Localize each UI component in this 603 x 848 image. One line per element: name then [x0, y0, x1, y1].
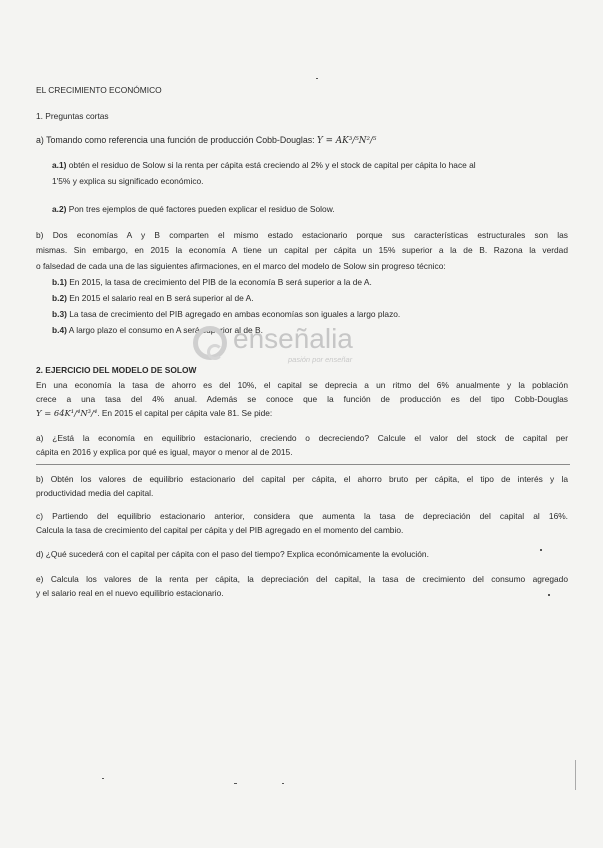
question-a1-line2: 1'5% y explica su significado económico. [52, 176, 204, 186]
exercise-intro-line1: En una economía la tasa de ahorro es del 10%, el capital se deprecia a un ritmo del 6% anualmente y la población [36, 380, 568, 390]
cobb-douglas-formula-solow: Y = 64K¹/⁴N³/⁴ [36, 408, 98, 418]
question-b1 [52, 277, 372, 287]
question-b3 [52, 309, 400, 319]
scan-speck [102, 778, 104, 779]
ensenalia-logo-icon [193, 326, 227, 360]
section1-heading: 1. Preguntas cortas [36, 111, 109, 121]
ensenalia-watermark [193, 322, 373, 372]
watermark-brand: enseñalia [233, 323, 353, 354]
exercise-intro-line3-text: . En 2015 el capital per cápita vale 81. Se pide: [97, 408, 273, 418]
question-b-line1: b) Dos economías A y B comparten el mismo estado estacionario porque sus características estructurales son las [36, 230, 568, 240]
exercise-question-a-line2: cápita en 2016 y explica por qué es igual, mayor o menor al de 2015. [36, 447, 293, 457]
question-b1-text: En 2015, la tasa de crecimiento del PIB de la economía B será superior a la de A. [69, 277, 372, 287]
cobb-douglas-formula-a: Y = AK³/⁵N²/⁵ [317, 136, 377, 146]
question-b2-label: b.2) [52, 293, 67, 303]
question-a1-text: obtén el residuo de Solow si la renta per cápita está creciendo al 2% y el stock de capital per cápita lo hace al [68, 160, 476, 170]
scan-speck [282, 783, 284, 784]
exercise-question-b-line2: productividad media del capital. [36, 488, 154, 498]
question-b4-label: b.4) [52, 325, 67, 335]
scan-speck [234, 783, 237, 784]
exercise-intro-line2: crece a una tasa del 4% anual. Además se conoce que la función de producción es del tipo Cobb-Douglas [36, 394, 568, 404]
question-a2-text: Pon tres ejemplos de qué factores pueden explicar el residuo de Solow. [68, 204, 335, 214]
scan-speck [316, 78, 318, 79]
question-b2-text: En 2015 el salario real en B será superior al de A. [69, 293, 254, 303]
exercise-question-e-line2: y el salario real en el nuevo equilibrio estacionario. [36, 588, 224, 598]
exercise-question-b-line1: b) Obtén los valores de equilibrio estacionario del capital per cápita, el ahorro bruto per cápita, el tipo de interés y la [36, 474, 568, 484]
divider-line [36, 464, 570, 465]
question-a [36, 135, 376, 146]
question-b2 [52, 293, 254, 303]
scan-speck [548, 594, 550, 596]
question-a2-label: a.2) [52, 204, 67, 214]
exercise-question-c-line1: c) Partiendo del equilibrio estacionario anterior, considera que aumenta la tasa de depreciación del capital al 16%. [36, 511, 568, 521]
exercise-question-d: d) ¿Qué sucederá con el capital per cápita con el paso del tiempo? Explica económicamente la evolución. [36, 549, 429, 559]
exercise-question-e-line1: e) Calcula los valores de la renta per cápita, la depreciación del capital, la tasa de crecimiento del consumo agregado [36, 574, 568, 584]
question-b4-text: A largo plazo el consumo en A será superior al de B. [68, 325, 263, 335]
scan-edge-mark [575, 760, 576, 790]
question-a2 [52, 204, 335, 214]
question-a-text: a) Tomando como referencia una función de producción Cobb-Douglas: [36, 135, 315, 145]
exercise-question-a-line1: a) ¿Está la economía en equilibrio estacionario, creciendo o decreciendo? Calcule el valor del stock de capital per [36, 433, 568, 443]
document-title: EL CRECIMIENTO ECONÓMICO [36, 85, 162, 95]
question-a1-line1 [52, 160, 476, 170]
scan-speck [540, 549, 542, 551]
exercise-question-c-line2: Calcula la tasa de crecimiento del capital per cápita y del PIB agregado en el momento del cambio. [36, 525, 404, 535]
exercise-intro-line3 [36, 408, 272, 418]
section2-heading: 2. EJERCICIO DEL MODELO DE SOLOW [36, 365, 197, 375]
question-b-line2: mismas. Sin embargo, en 2015 la economía A tiene un capital per cápita un 15% superior a la de B. Razona la verdad [36, 245, 568, 255]
question-b3-label: b.3) [52, 309, 67, 319]
question-a1-label: a.1) [52, 160, 67, 170]
question-b1-label: b.1) [52, 277, 67, 287]
watermark-tagline: pasión por enseñar [288, 355, 353, 364]
question-b-line3: o falsedad de cada una de las siguientes afirmaciones, en el marco del modelo de Solow sin progreso técnico: [36, 261, 446, 271]
question-b3-text: La tasa de crecimiento del PIB agregado en ambas economías son iguales a largo plazo. [69, 309, 401, 319]
